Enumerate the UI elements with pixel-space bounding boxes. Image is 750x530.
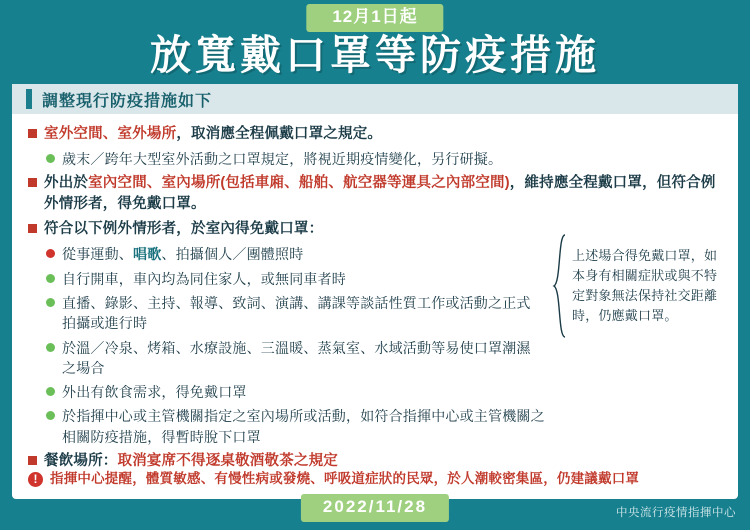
square-bullet-icon	[28, 456, 37, 465]
curly-brace-icon	[552, 234, 568, 338]
round-bullet-icon	[46, 343, 55, 352]
square-bullet-icon	[28, 129, 37, 138]
list-item-text: 直播、錄影、主持、報導、致詞、演講、講課等談話性質工作或活動之正式拍攝或進行時	[62, 294, 531, 332]
accent-bar-icon	[26, 89, 32, 109]
round-bullet-icon	[46, 411, 55, 420]
list-item-text	[62, 244, 303, 264]
warning-banner	[28, 470, 724, 489]
list-item	[46, 406, 724, 447]
list-item-text: 符合以下例外情形者，於室內得免戴口罩：	[44, 221, 324, 238]
list-item-rest: ，維持應全程戴口罩，但符合例外情形者，得免戴口罩。	[44, 175, 716, 213]
list-item	[46, 338, 724, 379]
list-item	[46, 382, 724, 402]
side-note-text: 上述場合得免戴口罩，如本身有相關症狀或與不特定對象無法保持社交距離時，仍應戴口罩。	[572, 247, 718, 324]
content-card	[12, 84, 738, 499]
list-item-text: 外出有飲食需求，得免戴口罩	[62, 384, 247, 401]
round-bullet-icon	[46, 298, 55, 307]
round-bullet-icon	[46, 274, 55, 283]
section-header	[12, 84, 738, 114]
agency-label: 中央流行疫情指揮中心	[616, 507, 736, 519]
list-item	[28, 451, 724, 472]
square-bullet-icon	[28, 224, 37, 233]
warning-text: 指揮中心提醒，體質敏感、有慢性病或發燒、呼吸道症狀的民眾，於人潮較密集區，仍建議戴口罩	[50, 471, 640, 487]
list-item-lead: 餐飲場所：	[44, 453, 118, 470]
list-item-text	[44, 173, 724, 215]
list-item-text: 歲末／跨年大型室外活動之口罩規定，將視近期疫情變化，另行研擬。	[62, 151, 503, 168]
round-bullet-icon	[46, 387, 55, 396]
page-title: 放寬戴口罩等防疫措施	[150, 32, 600, 78]
list-item-highlight: 取消宴席不得逐桌敬酒敬茶之規定	[117, 453, 338, 470]
list-item-text: 於溫／冷泉、烤箱、水療設施、三溫暖、蒸氣室、水域活動等易使口罩潮濕之場合	[62, 339, 531, 376]
list-item-rest: 、拍攝個人／團體照時	[161, 246, 304, 263]
list-item-text: 自行開車，車內均為同住家人，或無同車者時	[62, 270, 346, 287]
bottom-date-badge: 2022/11/28	[301, 494, 449, 522]
list-item	[28, 124, 724, 145]
side-note	[552, 234, 730, 338]
top-date-badge: 12月1日起	[306, 4, 443, 32]
list-item-text	[44, 124, 382, 145]
round-bullet-icon	[46, 249, 55, 258]
list-item	[28, 173, 724, 215]
exclamation-icon: !	[28, 472, 43, 487]
square-bullet-icon	[28, 178, 37, 187]
list-item	[46, 149, 724, 169]
list-item-text	[44, 451, 338, 472]
list-item-lead: 外出於	[44, 175, 89, 192]
list-item-highlight: 室內空間、室內場所(包括車廂、船舶、航空器等運具之內部空間)	[88, 175, 510, 192]
section-title: 調整現行防疫措施如下	[42, 92, 213, 110]
list-item-highlight: 室外空間、室外場所	[44, 126, 177, 142]
list-item-lead: 從事運動、	[62, 246, 133, 263]
round-bullet-icon	[46, 154, 55, 163]
list-item-text: 於指揮中心或主管機關指定之室內場所或活動，如符合指揮中心或主管機關之相關防疫措施，得暫時脫下口罩	[62, 408, 545, 445]
list-item-rest: ，取消應全程佩戴口罩之規定。	[176, 126, 383, 142]
list-item-highlight: 唱歌	[133, 246, 162, 263]
